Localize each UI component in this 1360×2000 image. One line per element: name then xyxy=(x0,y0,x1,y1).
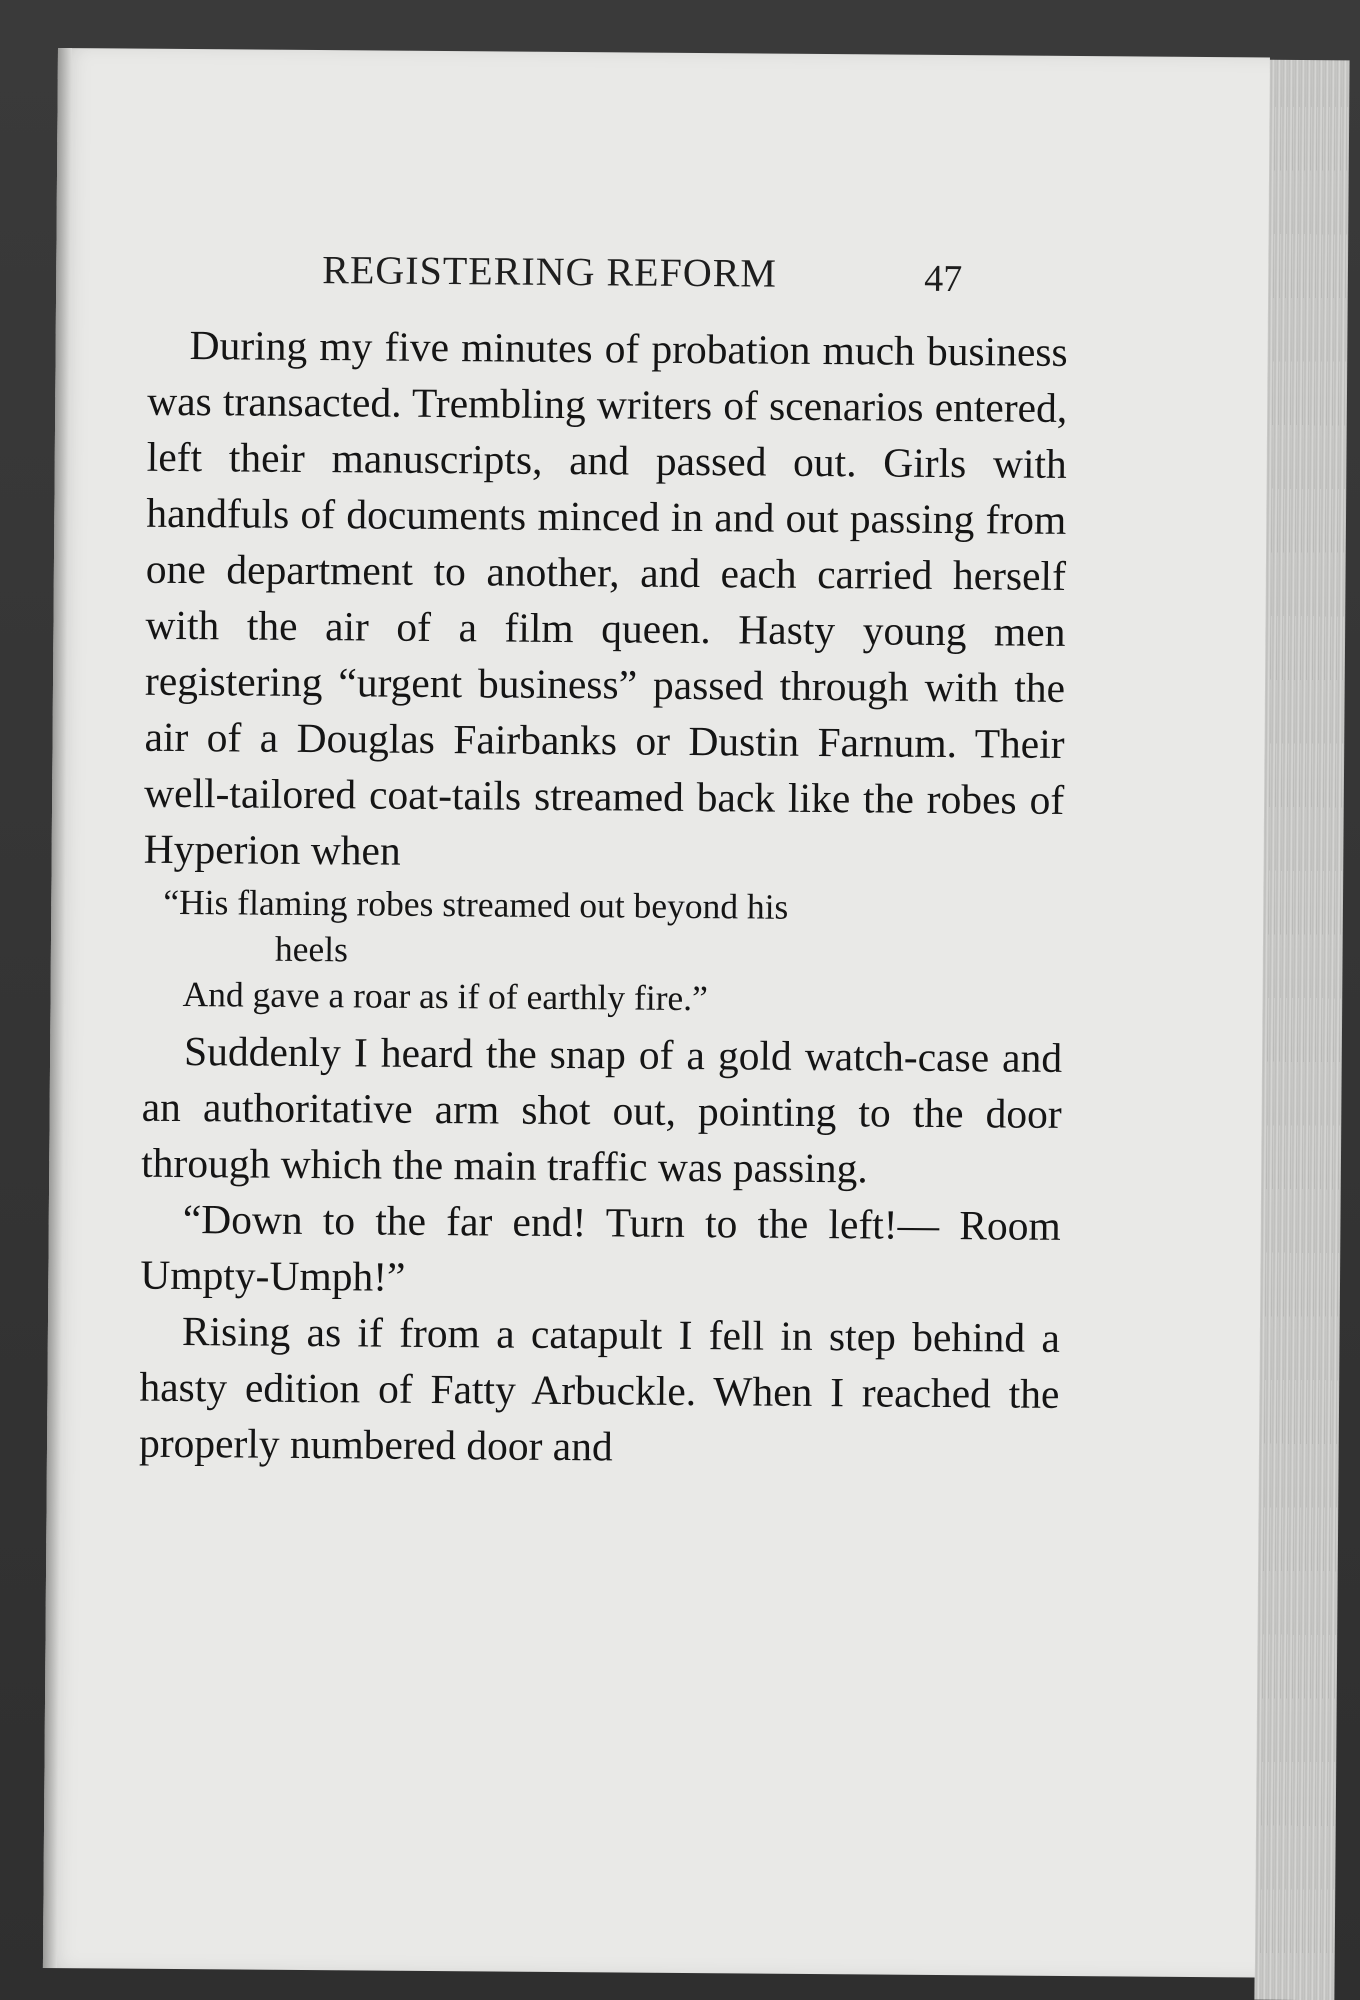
paragraph-3: “Down to the far end! Turn to the left!— Room Umpty-Umph!” xyxy=(140,1196,1061,1300)
running-head-title: REGISTERING REFORM xyxy=(322,247,778,296)
body-text xyxy=(139,317,1068,1478)
running-head xyxy=(56,244,1268,314)
verse-line-1-continuation: heels xyxy=(274,928,349,970)
verse-line-2: And gave a roar as if of earthly fire.” xyxy=(182,974,709,1019)
verse-quote xyxy=(162,879,1063,1024)
page-edges xyxy=(1254,60,1349,2000)
paragraph-4: Rising as if from a catapult I fell in step behind a hasty edition of Fatty Arbuckle. When I reached the properly numbered door and xyxy=(138,1308,1061,1470)
verse-line-1: “His flaming robes streamed out beyond his xyxy=(163,881,789,927)
paragraph-2: Suddenly I heard the snap of a gold watch-case and an authoritative arm shot out, pointing to the door through which the main traffic was passing. xyxy=(141,1028,1063,1192)
page-number: 47 xyxy=(924,257,963,301)
paragraph-1: During my five minutes of probation much business was transacted. Trembling writers of scenarios entered, left their manuscripts, and passed out. Girls with handfuls of documents minced in and out passing from one department to another, and each carried herself with the air of a film queen. Hasty young men registering “urgent business” passed through with the air of a Douglas Fairbanks or Dustin Farnum. Their well-tailored coat-tails streamed back like the robes of Hyperion when xyxy=(143,322,1068,874)
book-page xyxy=(43,48,1270,1977)
